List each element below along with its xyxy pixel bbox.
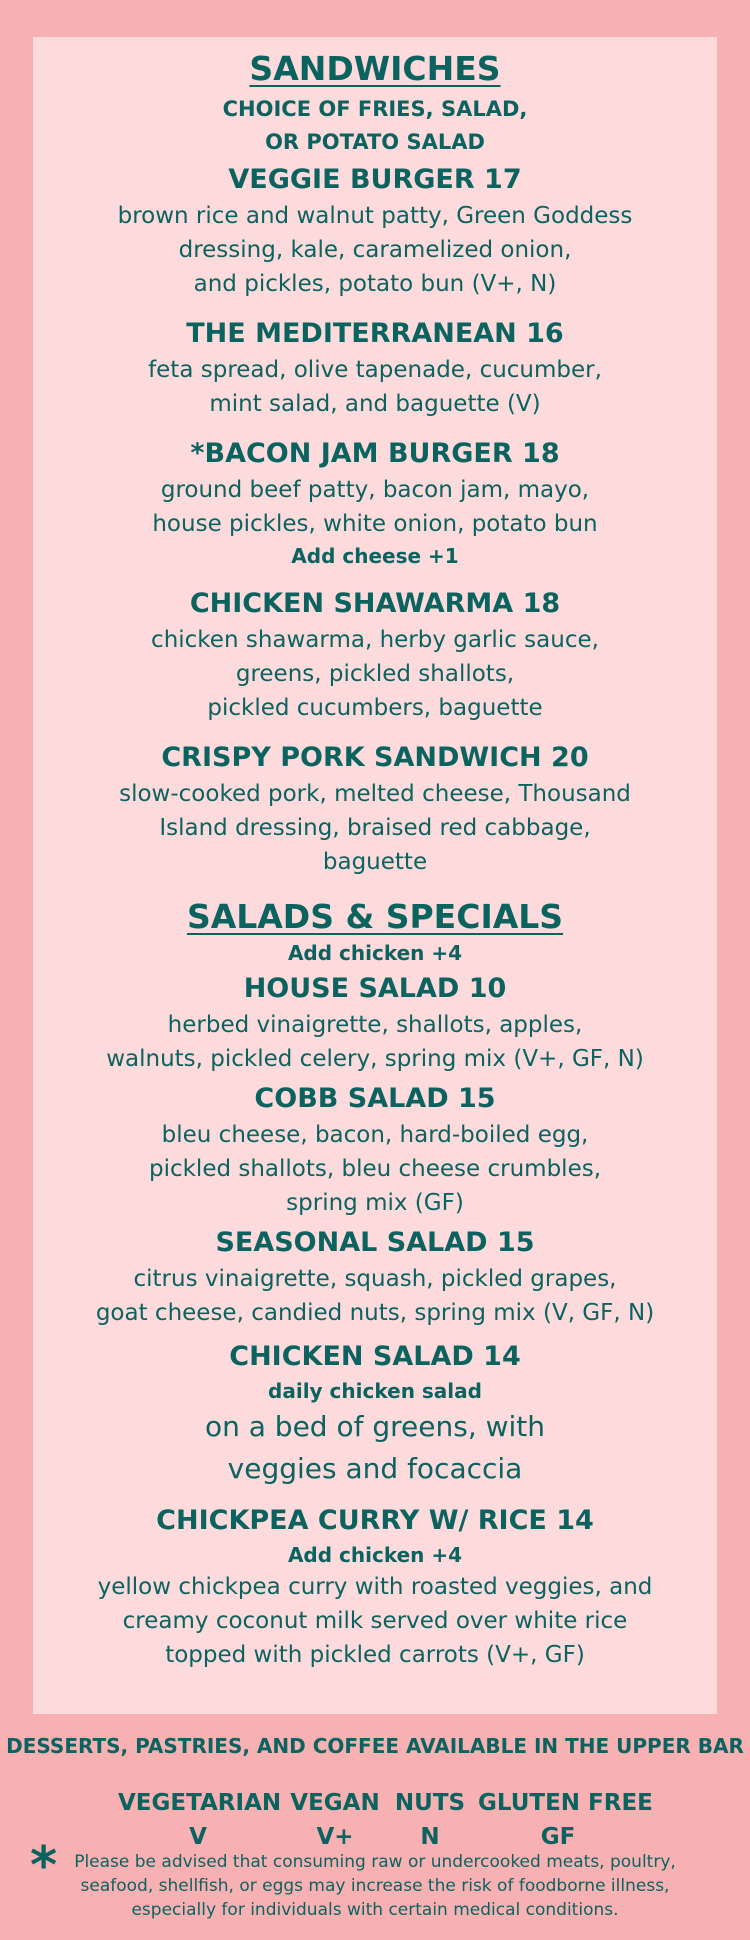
- advisory-line: especially for individuals with certain medical conditions.: [131, 1900, 619, 1920]
- item-desc-line: on a bed of greens, with: [204, 1410, 546, 1444]
- legend-nuts: [393, 1786, 467, 1854]
- item-desc-line: ground beef patty, bacon jam, mayo,: [160, 476, 590, 503]
- menu-item-seasonal-salad: [33, 1224, 717, 1330]
- legend-code: N: [420, 1824, 440, 1850]
- item-desc-line: house pickles, white onion, potato bun: [152, 510, 598, 537]
- item-name: HOUSE SALAD 10: [243, 973, 507, 1005]
- item-desc-line: Island dressing, braised red cabbage,: [159, 814, 591, 841]
- legend-code: GF: [540, 1824, 576, 1850]
- asterisk-icon: *: [30, 1836, 58, 1896]
- legend-label: NUTS: [394, 1790, 466, 1816]
- item-name: CHICKPEA CURRY W/ RICE 14: [156, 1505, 594, 1537]
- item-note: Add cheese +1: [291, 543, 459, 568]
- sandwiches-subtitle-line2: OR POTATO SALAD: [265, 129, 485, 154]
- legend-label: VEGAN: [290, 1790, 380, 1816]
- sandwiches-title: SANDWICHES: [249, 49, 501, 88]
- item-desc-line: yellow chickpea curry with roasted veggies, and: [97, 1574, 653, 1601]
- salads-title: SALADS & SPECIALS: [186, 896, 564, 936]
- item-desc-line: feta spread, olive tapenade, cucumber,: [148, 356, 602, 383]
- salads-note: Add chicken +4: [287, 941, 463, 966]
- legend-vegan: [290, 1786, 380, 1854]
- upper-bar-banner: DESSERTS, PASTRIES, AND COFFEE AVAILABLE IN THE UPPER BAR: [6, 1734, 744, 1758]
- sandwiches-subtitle-line1: CHOICE OF FRIES, SALAD,: [222, 96, 528, 121]
- menu-item-chickpea-curry: [33, 1502, 717, 1672]
- item-name: SEASONAL SALAD 15: [215, 1227, 535, 1259]
- item-desc-line: citrus vinaigrette, squash, pickled grapes,: [133, 1266, 617, 1293]
- item-desc-line: topped with pickled carrots (V+, GF): [165, 1642, 585, 1669]
- item-desc-line: walnuts, pickled celery, spring mix (V+, GF, N): [106, 1046, 644, 1073]
- menu-content: [33, 37, 717, 1672]
- item-desc-line: slow-cooked pork, melted cheese, Thousand: [119, 780, 631, 807]
- item-desc-line: spring mix (GF): [286, 1190, 464, 1217]
- advisory-line: seafood, shellfish, or eggs may increase the risk of foodborne illness,: [80, 1876, 670, 1896]
- item-name: THE MEDITERRANEAN 16: [186, 317, 564, 349]
- sandwiches-section: [33, 37, 717, 879]
- item-desc-line: pickled shallots, bleu cheese crumbles,: [148, 1156, 602, 1183]
- item-name: COBB SALAD 15: [254, 1083, 496, 1115]
- item-desc-line: greens, pickled shallots,: [235, 660, 515, 687]
- legend-vegetarian: [118, 1786, 282, 1854]
- menu-item-veggie-burger: [33, 161, 717, 301]
- menu-item-chicken-salad: [33, 1338, 717, 1490]
- dietary-legend: [0, 1786, 750, 1856]
- salads-section: [33, 897, 717, 1673]
- menu-item-crispy-pork: [33, 739, 717, 879]
- item-note: Add chicken +4: [287, 1543, 463, 1568]
- item-name: CRISPY PORK SANDWICH 20: [161, 741, 589, 773]
- advisory-line: Please be advised that consuming raw or undercooked meats, poultry,: [74, 1852, 676, 1872]
- menu-item-bacon-jam-burger: [33, 435, 717, 571]
- item-desc-line: veggies and focaccia: [227, 1452, 523, 1486]
- food-safety-advisory: [60, 1850, 690, 1922]
- menu-item-mediterranean: [33, 315, 717, 421]
- item-name: VEGGIE BURGER 17: [228, 163, 522, 195]
- item-desc-line: dressing, kale, caramelized onion,: [178, 236, 572, 263]
- item-desc-line: herbed vinaigrette, shallots, apples,: [167, 1012, 583, 1039]
- item-desc-line: baguette: [322, 848, 428, 875]
- legend-label: GLUTEN FREE: [478, 1790, 653, 1816]
- item-desc-line: bleu cheese, bacon, hard-boiled egg,: [161, 1122, 589, 1149]
- item-desc-line: goat cheese, candied nuts, spring mix (V, GF, N): [95, 1300, 655, 1327]
- item-name: CHICKEN SHAWARMA 18: [189, 587, 561, 619]
- item-desc-line: chicken shawarma, herby garlic sauce,: [151, 626, 599, 653]
- legend-code: V+: [316, 1824, 354, 1850]
- legend-gluten-free: [478, 1786, 653, 1854]
- legend-code: V: [189, 1824, 207, 1850]
- menu-item-chicken-shawarma: [33, 585, 717, 725]
- item-desc-line: creamy coconut milk served over white rice: [122, 1608, 628, 1635]
- item-name: *BACON JAM BURGER 18: [190, 437, 560, 469]
- legend-label: VEGETARIAN: [118, 1790, 282, 1816]
- item-desc-line: and pickles, potato bun (V+, N): [193, 270, 557, 297]
- menu-item-house-salad: [33, 970, 717, 1076]
- menu-item-cobb-salad: [33, 1080, 717, 1220]
- item-desc-line: mint salad, and baguette (V): [209, 390, 541, 417]
- item-desc-line: pickled cucumbers, baguette: [207, 694, 543, 721]
- item-note: daily chicken salad: [268, 1379, 482, 1404]
- item-desc-line: brown rice and walnut patty, Green Goddess: [117, 202, 633, 229]
- item-name: CHICKEN SALAD 14: [229, 1341, 521, 1373]
